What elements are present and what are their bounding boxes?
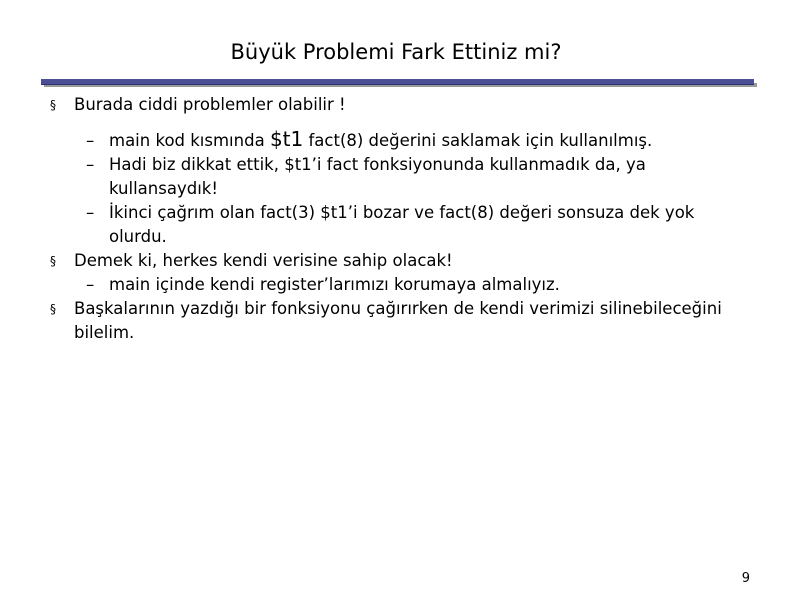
dash-marker: – [86, 131, 95, 150]
sub-bullet-item [50, 153, 750, 201]
bullet-marker: § [50, 254, 56, 268]
slide-body [50, 93, 750, 345]
bullet-item [50, 249, 750, 273]
sub-bullet-item [50, 201, 750, 249]
slide-title: Büyük Problemi Fark Ettiniz mi? [230, 40, 562, 64]
bullet-text: Burada ciddi problemler olabilir ! [74, 95, 346, 114]
sub-bullet-item [50, 273, 750, 297]
title-rule [41, 79, 757, 87]
bullet-item [50, 297, 750, 345]
register-name: $t1 [269, 127, 304, 151]
dash-marker: – [86, 155, 95, 174]
sub-bullet-text: main içinde kendi register’larımızı korumaya almalıyız. [109, 275, 560, 294]
bullet-marker: § [50, 98, 56, 112]
sub-bullet-text: İkinci çağrım olan fact(3) $t1’i bozar ve fact(8) değeri sonsuza dek yok olurdu. [109, 203, 695, 246]
bullet-text: Demek ki, herkes kendi verisine sahip olacak! [74, 251, 453, 270]
sub-bullet-text: Hadi biz dikkat ettik, $t1’i fact fonksiyonunda kullanmadık da, ya kullansaydık! [109, 155, 646, 198]
page-number: 9 [741, 571, 750, 586]
bullet-item [50, 93, 750, 117]
sub-bullet-text-post: fact(8) değerini saklamak için kullanılmış. [303, 131, 653, 150]
title-rule-bar [41, 79, 754, 85]
bullet-text: Başkalarının yazdığı bir fonksiyonu çağırırken de kendi verimizi silinebileceğini bilelim. [74, 299, 722, 342]
sub-bullet-item [50, 127, 750, 153]
dash-marker: – [86, 275, 95, 294]
bullet-marker: § [50, 302, 56, 316]
sub-bullet-text-pre: main kod kısmında [109, 131, 270, 150]
dash-marker: – [86, 203, 95, 222]
